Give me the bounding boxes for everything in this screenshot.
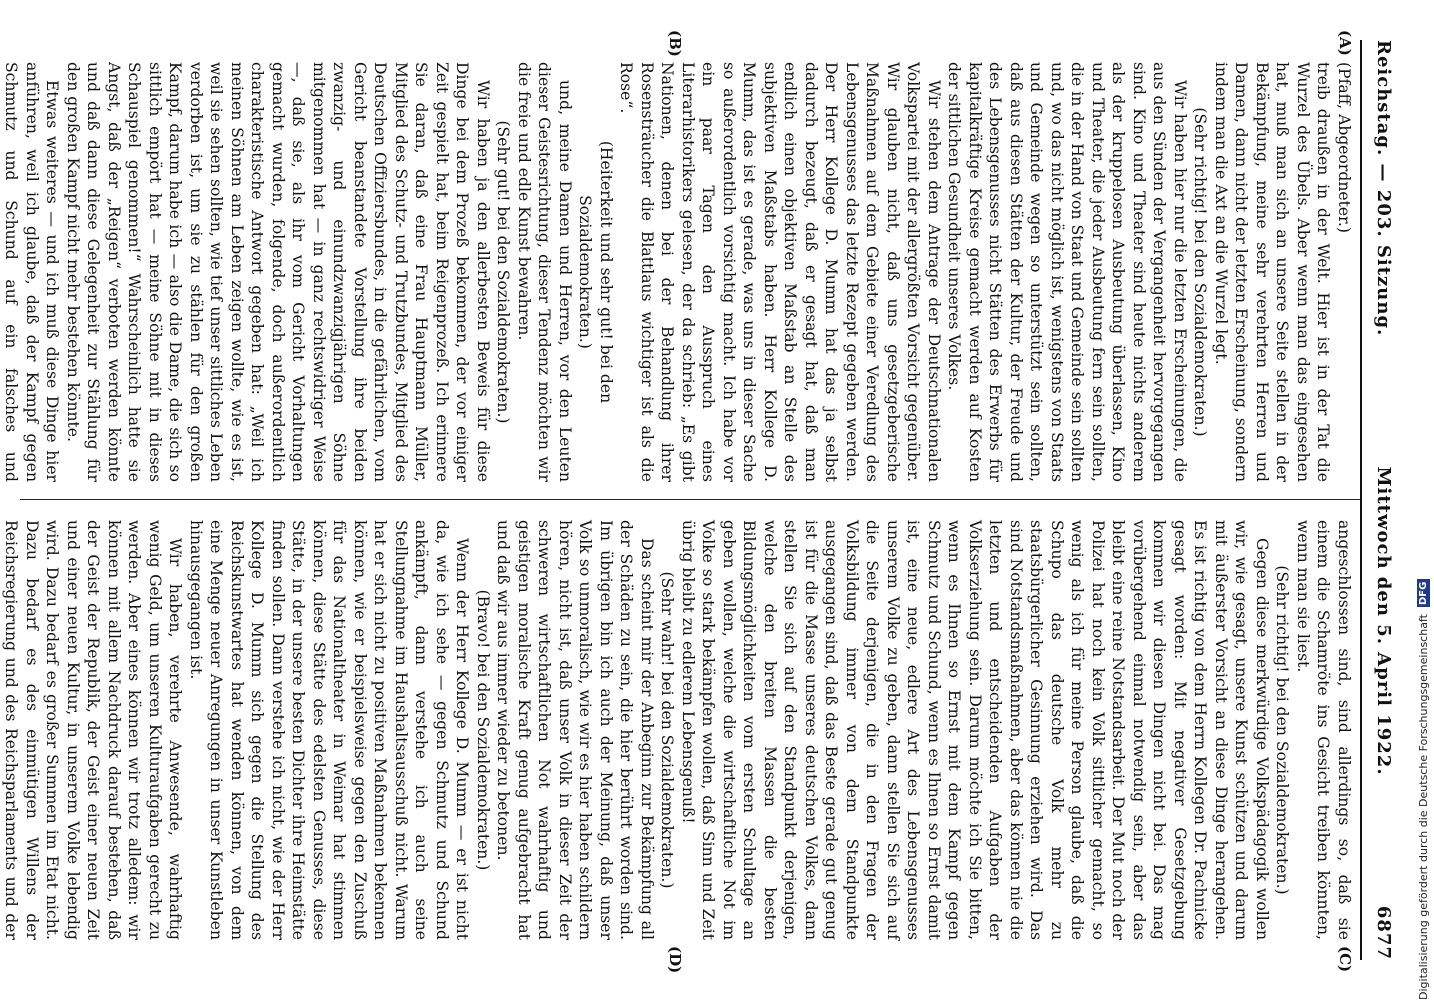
- margin-mark-d: (D): [666, 946, 684, 974]
- margin-mark-c: (C): [1336, 946, 1354, 973]
- header-date: Mittwoch den 5. April 1922.: [1373, 466, 1395, 776]
- right-column: [2, 520, 1354, 940]
- paragraph: Etwas weiteres — und ich muß diese Dinge hier anführen, weil ich glaube, daß der Kampf gegen Schmutz und Schund auf ein falsches und: [2, 62, 62, 482]
- column-divider: [20, 499, 1360, 500]
- paragraph: und, meine Damen und Herren, vor den Leuten dieser Geistesrichtung, dieser Tendenz möchten wir die freie und edle Kunst bewahren.: [515, 62, 574, 482]
- paragraph: (Pfaff, Abgeordneter.): [1335, 62, 1353, 233]
- paragraph: Wir stehen dem Antrage der Deutschnationalen Volkspartei mit der allergrößten Vorsicht gegenüber. Wir glauben nicht, daß uns gesetzgeberische Maßnahmen auf dem Gebiete einer Veredlung des Lebensgenusses das letzte Rezept gegeben werden. Der Herr Kollege D. Mumm hat das ja selbst dadurch bezeugt, daß er gesagt hat, daß man endlich einen objektiven Maßstab an Stelle des subjektiven Maßstabs haben. Herr Kollege D. Mumm, das ist es gerade, was uns in dieser Sache so außerordentlich vorsichtig macht. Ich habe vor ein paar Tagen den Ausspruch eines Literarhistorikers gelesen, der da schrieb: „Es gibt Nationen, denen bei der Behandlung ihrer Rosensträucher die Blattlaus wichtiger ist als die Rose“.: [617, 62, 943, 482]
- paragraph: Wir haben, verehrte Anwesende, wahrhaftig wenig Geld, um unseren Kulturaufgaben gerecht zu werden. Aber eines können wir trotz alledem: wir können mit allem Nachdruck darauf bestehen, daß der Geist der Republik, der Geist einer neuen Zeit und einer neuen Kultur, in unserem Volke lebendig wird. Dazu bedarf es großer Summen im Etat nicht. Dazu bedarf es des einmütigen Willens der Reichsregierung und des Reichsparlaments und der: [2, 520, 185, 940]
- interjection: (Sehr gut! bei den Sozialdemokraten.): [494, 120, 513, 424]
- paragraph: Gegen diese merkwürdige Volkspädagogik wollen wir, wie gesagt, unsere Kunst schützen und darum mit äußerster Vorsicht an diese Dinge herangehen. Es ist richtig von dem Herrn Kollegen Dr. Pachnicke gesagt worden: Mit negativer Gesetzgebung kommen wir diesen Dingen nicht bei. Das mag vorübergehend einmal notwendig sein, aber das bleibt eine reine Notstandsarbeit. Der Mut noch der Polizei hat noch kein Volk sittlicher gemacht, so wenig als ich für meine Person glaube, daß die Schupo das deutsche Volk mehr zu staatsbürgerlicher Gesinnung erziehen wird. Das sind Notstandsmaßnahmen, aber das können nie die letzten und entscheidenden Aufgaben der Volkserziehung sein. Darum möchte ich Sie bitten, wenn es Ihnen so Ernst mit dem Kampf gegen Schmutz und Schund, wenn es Ihnen so Ernst damit ist, eine neue, edlere Art des Lebensgenusses unserem Volke zu geben, dann stellen Sie sich auf die Seite derjenigen, die in den Fragen der Volksbildung immer von dem Standpunkte ausgegangen sind, daß das Beste gerade gut genug ist für die Masse unseres deutschen Volkes, dann stellen Sie sich auf den Standpunkt derjenigen, welche den breiten Massen die besten Bildungsmöglichkeiten vom ersten Schultage an geben wollen, welche die wirtschaftliche Not im Volke so stark bekämpfen wollen, daß Sinn und Zeit übrig bleibt zu edlerem Lebensgenuß!: [679, 520, 1271, 940]
- header-left: Reichstag. — 203. Sitzung.: [1373, 40, 1395, 337]
- paragraph: Wir haben hier nur die letzten Erscheinungen, die aus den Sünden der Vergangenheit hervorgegangen sind. Kino und Theater sind heute nichts anderem als der kruppelosen Ausbeutung überlassen, Kino und Theater, die jeder Ausbeutung fern sein sollten, die in der Hand von Staat und Gemeinde sein sollten und, wo das nicht möglich ist, wenigstens von Staats und Gemeinde wegen so unterstützt sein sollten, daß aus diesen Stätten der Kultur, der Freude und des Lebensgenusses nicht Stätten des Erwerbs für kapitalkräftige Kreise gemacht werden auf Kosten der sittlichen Gesundheit unseres Volkes.: [945, 62, 1189, 482]
- credit-text: Digitalisierung gefördert durch die Deutsche Forschungsgemeinschaft: [1417, 614, 1430, 1000]
- interjection: (Sehr wahr! bei den Sozialdemokraten.): [658, 571, 677, 889]
- page-header: [1364, 40, 1404, 960]
- page-number: 6877: [1373, 905, 1395, 960]
- interjection: (Sehr richtig! bei den Sozialdemokraten.): [1273, 565, 1292, 895]
- header-rule: [1360, 40, 1362, 960]
- interjection: (Bravo! bei den Sozialdemokraten.): [474, 589, 492, 871]
- margin-mark-a: (A): [1336, 30, 1354, 56]
- paragraph: treib draußen in der Welt. Hier ist in der Tat die Wurzel des Übels. Aber wenn man das eingesehen hat, muß man sich an unsere Seite stellen in der Bekämpfung, meine sehr verehrten Herren und Damen, dann nicht der letzten Erscheinung, sondern indem man die Axt an die Wurzel legt.: [1212, 62, 1333, 482]
- margin-mark-b: (B): [666, 30, 684, 57]
- paragraph: Das scheint mir der Anbeginn zur Bekämpfung all der Schäden zu sein, die hier berührt worden sind. Im übrigen bin ich auch der Meinung, daß unser Volk so unmoralisch, wie wir es hier haben schildern hören, nicht ist, daß unser Volk in dieser Zeit der schweren wirtschaftlichen Not wahrhaftig und geistigen moralische Kraft genug aufgebracht hat und daß wir aus immer wieder zu betonen.: [494, 520, 656, 940]
- paragraph: angeschlossen sind, sind allerdings so, daß sie einem die Schamröte ins Gesicht treiben könnten, wenn man sie liest.: [1294, 520, 1353, 940]
- interjection: (Sehr richtig! bei den Sozialdemokraten.): [1191, 107, 1210, 437]
- interjection: (Heiterkeit und sehr gut! bei den Sozialdemokraten.): [576, 140, 615, 404]
- dfg-logo: DFG: [1418, 581, 1429, 605]
- digitization-credit: [1417, 0, 1430, 1000]
- left-column: [2, 62, 1354, 482]
- paragraph: Wenn der Herr Kollege D. Mumm — er ist nicht da, wie ich sehe — gegen Schmutz und Schund ankämpft, dann verstehe ich auch seine Stellungnahme im Haushaltsausschuß nicht. Warum hat er sich nicht zu positiven Maßnahmen bekennen können, wie er beispielsweise gegen den Zuschuß für das Nationaltheater in Weimar hat stimmen können, diese Stätte des edelsten Genusses, diese Stätte, in der unsere besten Dichter ihre Heimstätte finden sollen. Dann verstehe ich nicht, wie der Herr Kollege D. Mumm sich gegen die Stellung des Reichskunstwartes hat wenden können, von dem eine Menge neuer Anregungen in unser Kunstleben hinausgegangen ist.: [187, 520, 472, 940]
- paragraph: Wir haben ja den allerbesten Beweis für diese Dinge bei dem Prozeß bekommen, der vor einiger Zeit gespielt hat, beim Reigenprozeß. Ich erinnere Sie daran, daß eine Frau Hauptmann Müller, Mitglied des Schutz- und Trutzbundes, Mitglied des Deutschen Offiziersbundes, in die gefährlichen, vom Gericht beanstandete Vorstellung ihre beiden zwanzig- und einundzwanzigjährigen Söhne mitgenommen hat — in ganz rechtswidriger Weise —, daß sie, als ihr vom Gericht Vorhaltungen gemacht wurden, folgende, doch außerordentlich charakteristische Antwort gegeben hat: „Weil ich meinen Söhnen am Leben zeigen wollte, wie es ist, weil sie sehen sollten, wie tief unser sittliches Leben verdorben ist, um sie zu stählen für den großen Kampf, darum habe ich — also die Dame, die sich so sittlich empört hat — meine Söhne mit in dieses Schauspiel genommen!“ Wahrscheinlich hatte sie Angst, daß der „Reigen“ verboten werden könnte und daß dann diese Gelegenheit zur Stählung für den großen Kampf nicht mehr bestehen könnte.: [64, 62, 492, 482]
